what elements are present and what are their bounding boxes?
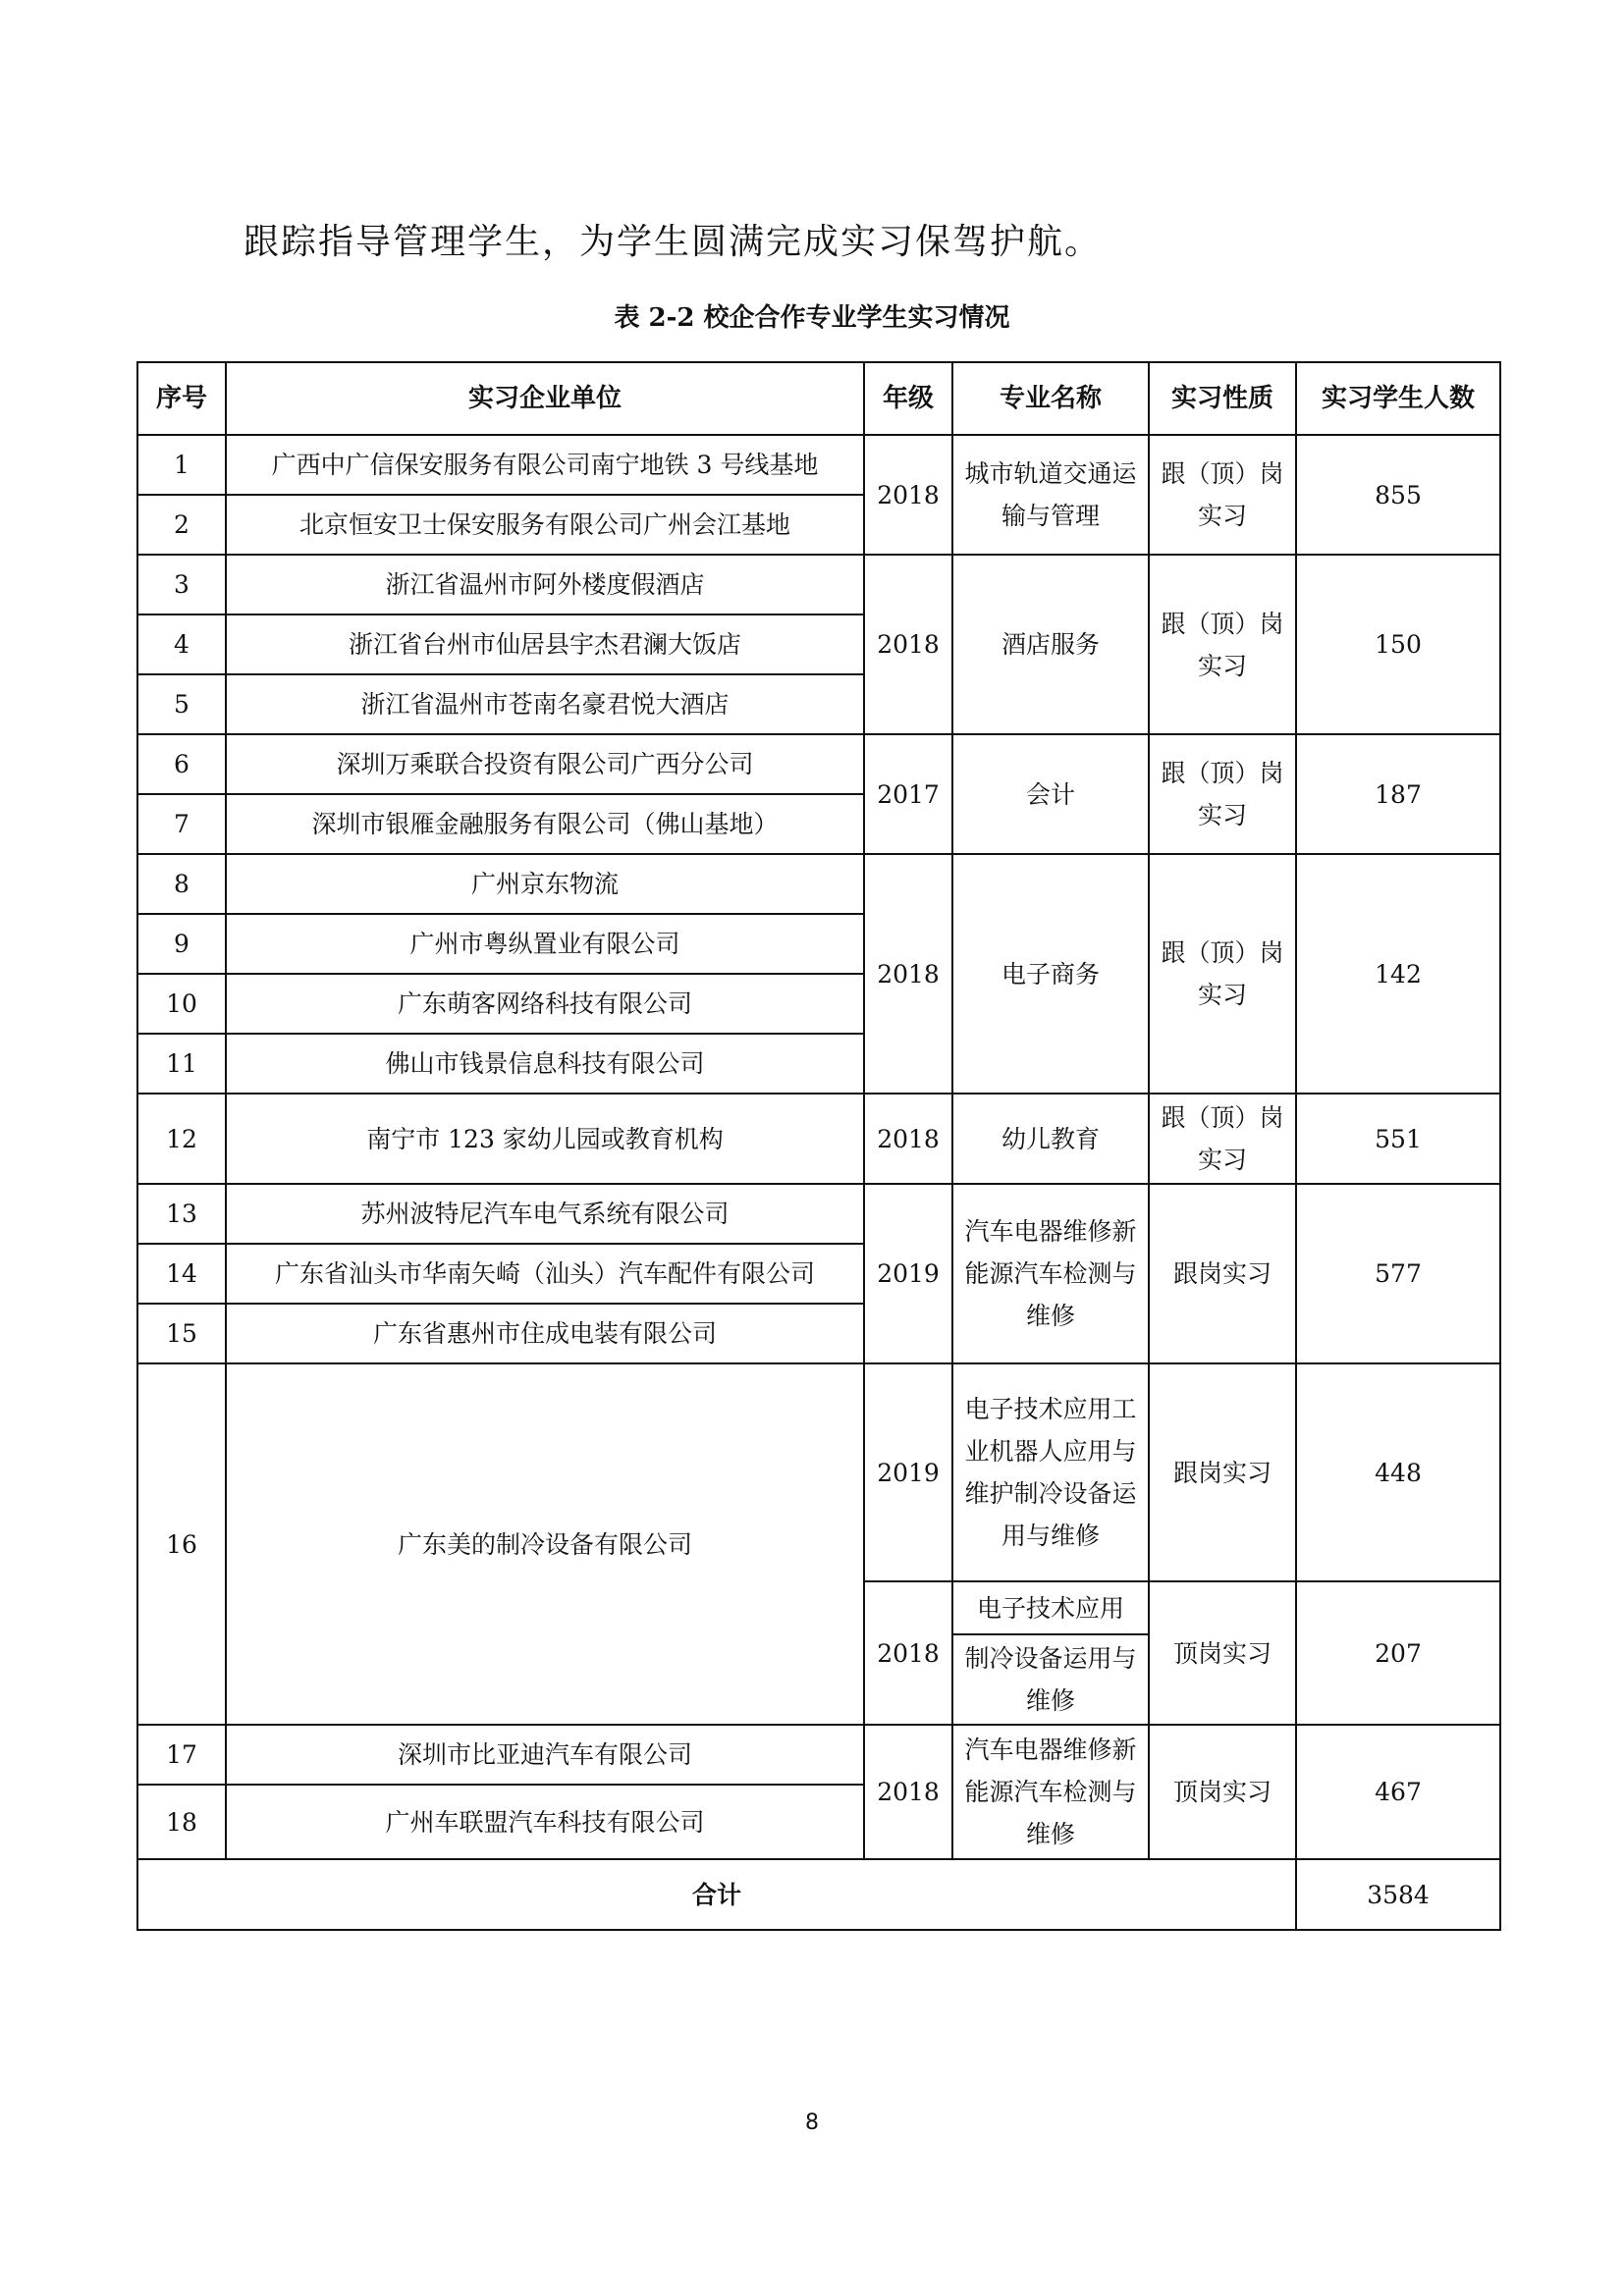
row-no: 7	[137, 794, 226, 854]
group-students: 577	[1296, 1184, 1500, 1363]
table-row	[137, 1094, 1500, 1184]
row-company: 广东美的制冷设备有限公司	[226, 1363, 864, 1725]
table-row	[137, 1725, 1500, 1785]
row-no: 14	[137, 1244, 226, 1304]
group-year: 2018	[864, 1725, 952, 1859]
group-students: 448	[1296, 1363, 1500, 1581]
group-students: 142	[1296, 854, 1500, 1094]
row-no: 17	[137, 1725, 226, 1785]
row-company: 广东萌客网络科技有限公司	[226, 974, 864, 1034]
row-company: 深圳市银雁金融服务有限公司（佛山基地）	[226, 794, 864, 854]
row-no: 1	[137, 435, 226, 495]
group-nature: 跟（顶）岗实习	[1149, 854, 1296, 1094]
group-year: 2018	[864, 555, 952, 734]
group-students: 187	[1296, 734, 1500, 854]
table-header-row	[137, 362, 1500, 435]
group-major: 幼儿教育	[952, 1094, 1149, 1184]
group-nature: 跟（顶）岗实习	[1149, 555, 1296, 734]
group-year: 2018	[864, 1581, 952, 1725]
total-label: 合计	[137, 1859, 1296, 1930]
row-no: 13	[137, 1184, 226, 1244]
group-major: 电子技术应用	[952, 1581, 1149, 1634]
row-company: 广西中广信保安服务有限公司南宁地铁 3 号线基地	[226, 435, 864, 495]
row-no: 12	[137, 1094, 226, 1184]
row-company: 深圳市比亚迪汽车有限公司	[226, 1725, 864, 1785]
group-major: 城市轨道交通运输与管理	[952, 435, 1149, 555]
header-students: 实习学生人数	[1296, 362, 1500, 435]
table-row	[137, 435, 1500, 495]
table-row	[137, 734, 1500, 794]
row-company: 广东省汕头市华南矢崎（汕头）汽车配件有限公司	[226, 1244, 864, 1304]
row-no: 11	[137, 1034, 226, 1094]
group-major: 汽车电器维修新能源汽车检测与维修	[952, 1184, 1149, 1363]
group-nature: 跟（顶）岗实习	[1149, 1094, 1296, 1184]
row-company: 苏州波特尼汽车电气系统有限公司	[226, 1184, 864, 1244]
header-major: 专业名称	[952, 362, 1149, 435]
group-nature: 跟岗实习	[1149, 1363, 1296, 1581]
group-nature: 跟岗实习	[1149, 1184, 1296, 1363]
row-no: 4	[137, 614, 226, 674]
row-no: 8	[137, 854, 226, 914]
group-students: 207	[1296, 1581, 1500, 1725]
group-major: 会计	[952, 734, 1149, 854]
row-company: 浙江省温州市苍南名豪君悦大酒店	[226, 674, 864, 734]
header-company: 实习企业单位	[226, 362, 864, 435]
row-company: 深圳万乘联合投资有限公司广西分公司	[226, 734, 864, 794]
table-caption: 表 2-2 校企合作专业学生实习情况	[614, 303, 1010, 333]
group-students: 150	[1296, 555, 1500, 734]
group-nature: 顶岗实习	[1149, 1725, 1296, 1859]
group-year: 2018	[864, 435, 952, 555]
header-year: 年级	[864, 362, 952, 435]
row-no: 2	[137, 495, 226, 555]
row-no: 6	[137, 734, 226, 794]
group-students: 467	[1296, 1725, 1500, 1859]
intro-paragraph: 跟踪指导管理学生，为学生圆满完成实习保驾护航。	[244, 222, 1103, 262]
row-no: 10	[137, 974, 226, 1034]
group-major: 电子技术应用工业机器人应用与维护制冷设备运用与维修	[952, 1363, 1149, 1581]
group-nature: 跟（顶）岗实习	[1149, 435, 1296, 555]
table-row	[137, 555, 1500, 614]
table-row	[137, 1363, 1500, 1581]
internship-table	[136, 361, 1501, 1931]
group-year: 2019	[864, 1363, 952, 1581]
row-company: 佛山市钱景信息科技有限公司	[226, 1034, 864, 1094]
group-nature: 顶岗实习	[1149, 1581, 1296, 1725]
group-year: 2018	[864, 854, 952, 1094]
row-company: 浙江省台州市仙居县宇杰君澜大饭店	[226, 614, 864, 674]
table-row	[137, 854, 1500, 914]
header-nature: 实习性质	[1149, 362, 1296, 435]
group-major: 汽车电器维修新能源汽车检测与维修	[952, 1725, 1149, 1859]
row-no: 9	[137, 914, 226, 974]
group-year: 2019	[864, 1184, 952, 1363]
header-no: 序号	[137, 362, 226, 435]
row-company: 广东省惠州市住成电装有限公司	[226, 1304, 864, 1363]
row-company: 浙江省温州市阿外楼度假酒店	[226, 555, 864, 614]
row-no: 16	[137, 1363, 226, 1725]
row-no: 3	[137, 555, 226, 614]
group-nature: 跟（顶）岗实习	[1149, 734, 1296, 854]
page-number: 8	[805, 2110, 819, 2135]
group-year: 2017	[864, 734, 952, 854]
group-students: 855	[1296, 435, 1500, 555]
group-major: 制冷设备运用与维修	[952, 1634, 1149, 1725]
row-company: 广州车联盟汽车科技有限公司	[226, 1785, 864, 1859]
row-no: 18	[137, 1785, 226, 1859]
table-row	[137, 1184, 1500, 1244]
group-major: 酒店服务	[952, 555, 1149, 734]
group-students: 551	[1296, 1094, 1500, 1184]
row-company: 广州京东物流	[226, 854, 864, 914]
row-company: 广州市粤纵置业有限公司	[226, 914, 864, 974]
group-year: 2018	[864, 1094, 952, 1184]
row-company: 北京恒安卫士保安服务有限公司广州会江基地	[226, 495, 864, 555]
row-no: 15	[137, 1304, 226, 1363]
row-company: 南宁市 123 家幼儿园或教育机构	[226, 1094, 864, 1184]
group-major: 电子商务	[952, 854, 1149, 1094]
total-row	[137, 1859, 1500, 1930]
row-no: 5	[137, 674, 226, 734]
total-value: 3584	[1296, 1859, 1500, 1930]
